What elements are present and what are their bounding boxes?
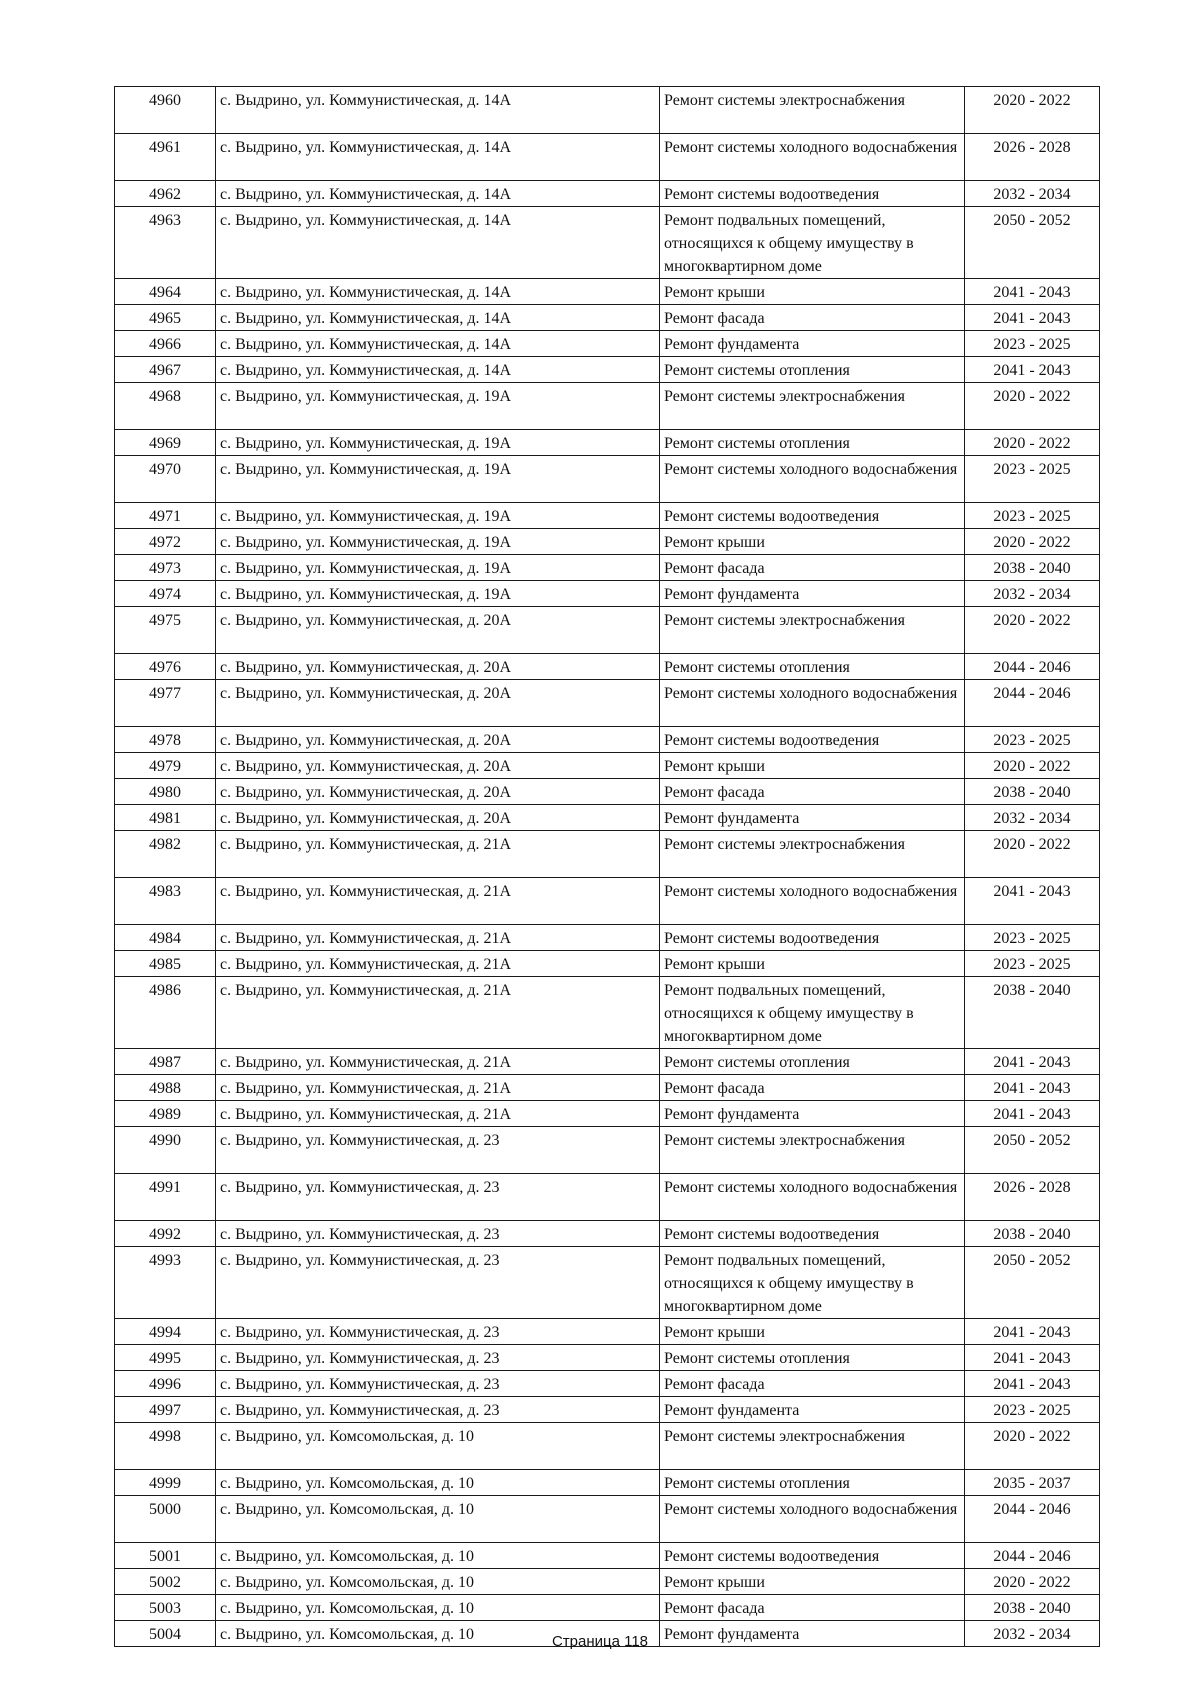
address-cell: с. Выдрино, ул. Коммунистическая, д. 19А [216, 430, 660, 456]
row-number-cell: 4993 [115, 1247, 216, 1319]
work-type-cell: Ремонт системы отопления [660, 357, 965, 383]
period-cell: 2041 - 2043 [965, 1101, 1100, 1127]
table-row [115, 1127, 1100, 1174]
address-cell: с. Выдрино, ул. Комсомольская, д. 10 [216, 1496, 660, 1543]
table-row [115, 529, 1100, 555]
period-cell: 2032 - 2034 [965, 805, 1100, 831]
repair-schedule-table [114, 86, 1100, 1647]
period-cell: 2050 - 2052 [965, 1127, 1100, 1174]
address-cell: с. Выдрино, ул. Коммунистическая, д. 14А [216, 134, 660, 181]
work-type-cell: Ремонт системы холодного водоснабжения [660, 1174, 965, 1221]
table-row [115, 383, 1100, 430]
period-cell: 2020 - 2022 [965, 87, 1100, 134]
address-cell: с. Выдрино, ул. Коммунистическая, д. 14А [216, 207, 660, 279]
work-type-cell: Ремонт системы отопления [660, 1470, 965, 1496]
row-number-cell: 4986 [115, 977, 216, 1049]
period-cell: 2020 - 2022 [965, 1423, 1100, 1470]
table-row [115, 357, 1100, 383]
table-row [115, 1049, 1100, 1075]
work-type-cell: Ремонт фасада [660, 305, 965, 331]
address-cell: с. Выдрино, ул. Коммунистическая, д. 20А [216, 680, 660, 727]
table-row [115, 581, 1100, 607]
row-number-cell: 4995 [115, 1345, 216, 1371]
address-cell: с. Выдрино, ул. Комсомольская, д. 10 [216, 1423, 660, 1470]
work-type-cell: Ремонт системы водоотведения [660, 727, 965, 753]
work-type-cell: Ремонт подвальных помещений, относящихся к общему имуществу в многоквартирном доме [660, 207, 965, 279]
table-row [115, 607, 1100, 654]
address-cell: с. Выдрино, ул. Коммунистическая, д. 21А [216, 1049, 660, 1075]
work-type-cell: Ремонт фасада [660, 779, 965, 805]
row-number-cell: 4965 [115, 305, 216, 331]
address-cell: с. Выдрино, ул. Коммунистическая, д. 21А [216, 1101, 660, 1127]
row-number-cell: 4973 [115, 555, 216, 581]
period-cell: 2038 - 2040 [965, 1221, 1100, 1247]
period-cell: 2050 - 2052 [965, 1247, 1100, 1319]
table-row [115, 1543, 1100, 1569]
row-number-cell: 4960 [115, 87, 216, 134]
address-cell: с. Выдрино, ул. Коммунистическая, д. 21А [216, 878, 660, 925]
address-cell: с. Выдрино, ул. Коммунистическая, д. 23 [216, 1397, 660, 1423]
work-type-cell: Ремонт системы отопления [660, 430, 965, 456]
row-number-cell: 4982 [115, 831, 216, 878]
row-number-cell: 5001 [115, 1543, 216, 1569]
address-cell: с. Выдрино, ул. Коммунистическая, д. 19А [216, 503, 660, 529]
work-type-cell: Ремонт фундамента [660, 1101, 965, 1127]
row-number-cell: 4999 [115, 1470, 216, 1496]
work-type-cell: Ремонт системы холодного водоснабжения [660, 134, 965, 181]
address-cell: с. Выдрино, ул. Коммунистическая, д. 19А [216, 529, 660, 555]
work-type-cell: Ремонт фундамента [660, 805, 965, 831]
table-row [115, 1101, 1100, 1127]
table-row [115, 181, 1100, 207]
address-cell: с. Выдрино, ул. Коммунистическая, д. 23 [216, 1221, 660, 1247]
table-row [115, 207, 1100, 279]
table-row [115, 134, 1100, 181]
table-row [115, 87, 1100, 134]
table-row [115, 779, 1100, 805]
work-type-cell: Ремонт фундамента [660, 581, 965, 607]
work-type-cell: Ремонт системы водоотведения [660, 925, 965, 951]
period-cell: 2041 - 2043 [965, 279, 1100, 305]
period-cell: 2026 - 2028 [965, 134, 1100, 181]
address-cell: с. Выдрино, ул. Коммунистическая, д. 23 [216, 1345, 660, 1371]
row-number-cell: 4967 [115, 357, 216, 383]
row-number-cell: 5000 [115, 1496, 216, 1543]
address-cell: с. Выдрино, ул. Коммунистическая, д. 14А [216, 279, 660, 305]
table-row [115, 1569, 1100, 1595]
work-type-cell: Ремонт системы холодного водоснабжения [660, 1496, 965, 1543]
period-cell: 2032 - 2034 [965, 1621, 1100, 1647]
address-cell: с. Выдрино, ул. Коммунистическая, д. 19А [216, 555, 660, 581]
period-cell: 2023 - 2025 [965, 951, 1100, 977]
work-type-cell: Ремонт подвальных помещений, относящихся к общему имуществу в многоквартирном доме [660, 1247, 965, 1319]
row-number-cell: 4990 [115, 1127, 216, 1174]
table-row [115, 1371, 1100, 1397]
period-cell: 2023 - 2025 [965, 456, 1100, 503]
period-cell: 2044 - 2046 [965, 1543, 1100, 1569]
period-cell: 2041 - 2043 [965, 1371, 1100, 1397]
row-number-cell: 4996 [115, 1371, 216, 1397]
work-type-cell: Ремонт крыши [660, 529, 965, 555]
period-cell: 2044 - 2046 [965, 1496, 1100, 1543]
work-type-cell: Ремонт системы электроснабжения [660, 607, 965, 654]
address-cell: с. Выдрино, ул. Коммунистическая, д. 19А [216, 383, 660, 430]
work-type-cell: Ремонт системы электроснабжения [660, 87, 965, 134]
period-cell: 2041 - 2043 [965, 1075, 1100, 1101]
table-row [115, 1595, 1100, 1621]
work-type-cell: Ремонт фундамента [660, 1621, 965, 1647]
period-cell: 2020 - 2022 [965, 831, 1100, 878]
table-row [115, 1397, 1100, 1423]
row-number-cell: 4975 [115, 607, 216, 654]
table-row [115, 503, 1100, 529]
period-cell: 2032 - 2034 [965, 581, 1100, 607]
period-cell: 2023 - 2025 [965, 727, 1100, 753]
address-cell: с. Выдрино, ул. Коммунистическая, д. 14А [216, 331, 660, 357]
work-type-cell: Ремонт фундамента [660, 331, 965, 357]
table-row [115, 680, 1100, 727]
table-row [115, 456, 1100, 503]
table-row [115, 555, 1100, 581]
period-cell: 2023 - 2025 [965, 925, 1100, 951]
address-cell: с. Выдрино, ул. Коммунистическая, д. 14А [216, 87, 660, 134]
work-type-cell: Ремонт системы электроснабжения [660, 831, 965, 878]
work-type-cell: Ремонт системы водоотведения [660, 181, 965, 207]
work-type-cell: Ремонт системы отопления [660, 1049, 965, 1075]
row-number-cell: 4978 [115, 727, 216, 753]
address-cell: с. Выдрино, ул. Коммунистическая, д. 19А [216, 581, 660, 607]
address-cell: с. Выдрино, ул. Коммунистическая, д. 21А [216, 1075, 660, 1101]
table-row [115, 977, 1100, 1049]
period-cell: 2038 - 2040 [965, 779, 1100, 805]
row-number-cell: 4968 [115, 383, 216, 430]
period-cell: 2020 - 2022 [965, 607, 1100, 654]
table-row [115, 878, 1100, 925]
table-row [115, 805, 1100, 831]
page-number: Страница 118 [551, 1633, 649, 1650]
table-row [115, 430, 1100, 456]
work-type-cell: Ремонт системы холодного водоснабжения [660, 456, 965, 503]
address-cell: с. Выдрино, ул. Коммунистическая, д. 21А [216, 925, 660, 951]
period-cell: 2041 - 2043 [965, 305, 1100, 331]
row-number-cell: 4980 [115, 779, 216, 805]
address-cell: с. Выдрино, ул. Коммунистическая, д. 20А [216, 805, 660, 831]
row-number-cell: 5004 [115, 1621, 216, 1647]
work-type-cell: Ремонт фундамента [660, 1397, 965, 1423]
period-cell: 2020 - 2022 [965, 383, 1100, 430]
row-number-cell: 4964 [115, 279, 216, 305]
table-row [115, 279, 1100, 305]
period-cell: 2041 - 2043 [965, 357, 1100, 383]
row-number-cell: 4962 [115, 181, 216, 207]
row-number-cell: 4984 [115, 925, 216, 951]
work-type-cell: Ремонт системы холодного водоснабжения [660, 680, 965, 727]
work-type-cell: Ремонт системы водоотведения [660, 503, 965, 529]
table-row [115, 831, 1100, 878]
row-number-cell: 4976 [115, 654, 216, 680]
period-cell: 2020 - 2022 [965, 529, 1100, 555]
row-number-cell: 4988 [115, 1075, 216, 1101]
period-cell: 2041 - 2043 [965, 1319, 1100, 1345]
work-type-cell: Ремонт системы электроснабжения [660, 1423, 965, 1470]
period-cell: 2041 - 2043 [965, 878, 1100, 925]
row-number-cell: 4987 [115, 1049, 216, 1075]
table-row [115, 331, 1100, 357]
period-cell: 2050 - 2052 [965, 207, 1100, 279]
table-row [115, 1470, 1100, 1496]
period-cell: 2044 - 2046 [965, 654, 1100, 680]
address-cell: с. Выдрино, ул. Коммунистическая, д. 14А [216, 181, 660, 207]
address-cell: с. Выдрино, ул. Коммунистическая, д. 23 [216, 1319, 660, 1345]
work-type-cell: Ремонт системы электроснабжения [660, 1127, 965, 1174]
table-row [115, 753, 1100, 779]
row-number-cell: 4971 [115, 503, 216, 529]
address-cell: с. Выдрино, ул. Комсомольская, д. 10 [216, 1470, 660, 1496]
row-number-cell: 4994 [115, 1319, 216, 1345]
period-cell: 2026 - 2028 [965, 1174, 1100, 1221]
row-number-cell: 4991 [115, 1174, 216, 1221]
row-number-cell: 4989 [115, 1101, 216, 1127]
table-body [115, 87, 1100, 1647]
work-type-cell: Ремонт системы отопления [660, 1345, 965, 1371]
work-type-cell: Ремонт системы электроснабжения [660, 383, 965, 430]
period-cell: 2020 - 2022 [965, 753, 1100, 779]
work-type-cell: Ремонт фасада [660, 1371, 965, 1397]
address-cell: с. Выдрино, ул. Коммунистическая, д. 20А [216, 779, 660, 805]
work-type-cell: Ремонт системы водоотведения [660, 1221, 965, 1247]
table-row [115, 1221, 1100, 1247]
row-number-cell: 4966 [115, 331, 216, 357]
period-cell: 2023 - 2025 [965, 1397, 1100, 1423]
work-type-cell: Ремонт фасада [660, 555, 965, 581]
row-number-cell: 4983 [115, 878, 216, 925]
address-cell: с. Выдрино, ул. Комсомольская, д. 10 [216, 1543, 660, 1569]
period-cell: 2020 - 2022 [965, 1569, 1100, 1595]
table-row [115, 951, 1100, 977]
row-number-cell: 4963 [115, 207, 216, 279]
work-type-cell: Ремонт крыши [660, 1569, 965, 1595]
table-row [115, 305, 1100, 331]
row-number-cell: 4969 [115, 430, 216, 456]
table-row [115, 1174, 1100, 1221]
address-cell: с. Выдрино, ул. Коммунистическая, д. 21А [216, 951, 660, 977]
table-row [115, 727, 1100, 753]
row-number-cell: 4979 [115, 753, 216, 779]
address-cell: с. Выдрино, ул. Коммунистическая, д. 14А [216, 357, 660, 383]
table-row [115, 1075, 1100, 1101]
row-number-cell: 4972 [115, 529, 216, 555]
address-cell: с. Выдрино, ул. Коммунистическая, д. 14А [216, 305, 660, 331]
row-number-cell: 4981 [115, 805, 216, 831]
period-cell: 2023 - 2025 [965, 331, 1100, 357]
period-cell: 2041 - 2043 [965, 1049, 1100, 1075]
address-cell: с. Выдрино, ул. Коммунистическая, д. 20А [216, 654, 660, 680]
period-cell: 2038 - 2040 [965, 977, 1100, 1049]
row-number-cell: 4977 [115, 680, 216, 727]
address-cell: с. Выдрино, ул. Коммунистическая, д. 23 [216, 1174, 660, 1221]
period-cell: 2032 - 2034 [965, 181, 1100, 207]
table-row [115, 1247, 1100, 1319]
row-number-cell: 5002 [115, 1569, 216, 1595]
address-cell: с. Выдрино, ул. Коммунистическая, д. 20А [216, 727, 660, 753]
address-cell: с. Выдрино, ул. Коммунистическая, д. 20А [216, 607, 660, 654]
row-number-cell: 4974 [115, 581, 216, 607]
address-cell: с. Выдрино, ул. Коммунистическая, д. 21А [216, 831, 660, 878]
address-cell: с. Выдрино, ул. Коммунистическая, д. 20А [216, 753, 660, 779]
work-type-cell: Ремонт подвальных помещений, относящихся к общему имуществу в многоквартирном доме [660, 977, 965, 1049]
table-row [115, 925, 1100, 951]
work-type-cell: Ремонт крыши [660, 753, 965, 779]
table-row [115, 1423, 1100, 1470]
work-type-cell: Ремонт системы водоотведения [660, 1543, 965, 1569]
table-row [115, 654, 1100, 680]
work-type-cell: Ремонт системы холодного водоснабжения [660, 878, 965, 925]
work-type-cell: Ремонт крыши [660, 1319, 965, 1345]
period-cell: 2035 - 2037 [965, 1470, 1100, 1496]
table-row [115, 1345, 1100, 1371]
address-cell: с. Выдрино, ул. Комсомольская, д. 10 [216, 1595, 660, 1621]
row-number-cell: 4961 [115, 134, 216, 181]
work-type-cell: Ремонт фасада [660, 1595, 965, 1621]
address-cell: с. Выдрино, ул. Комсомольская, д. 10 [216, 1621, 660, 1647]
period-cell: 2041 - 2043 [965, 1345, 1100, 1371]
address-cell: с. Выдрино, ул. Коммунистическая, д. 23 [216, 1127, 660, 1174]
table-row [115, 1319, 1100, 1345]
address-cell: с. Выдрино, ул. Комсомольская, д. 10 [216, 1569, 660, 1595]
period-cell: 2044 - 2046 [965, 680, 1100, 727]
period-cell: 2020 - 2022 [965, 430, 1100, 456]
address-cell: с. Выдрино, ул. Коммунистическая, д. 23 [216, 1247, 660, 1319]
row-number-cell: 4998 [115, 1423, 216, 1470]
period-cell: 2038 - 2040 [965, 555, 1100, 581]
address-cell: с. Выдрино, ул. Коммунистическая, д. 19А [216, 456, 660, 503]
period-cell: 2023 - 2025 [965, 503, 1100, 529]
row-number-cell: 4985 [115, 951, 216, 977]
work-type-cell: Ремонт системы отопления [660, 654, 965, 680]
work-type-cell: Ремонт крыши [660, 279, 965, 305]
row-number-cell: 4970 [115, 456, 216, 503]
row-number-cell: 4997 [115, 1397, 216, 1423]
period-cell: 2038 - 2040 [965, 1595, 1100, 1621]
row-number-cell: 4992 [115, 1221, 216, 1247]
row-number-cell: 5003 [115, 1595, 216, 1621]
table-row [115, 1496, 1100, 1543]
work-type-cell: Ремонт крыши [660, 951, 965, 977]
address-cell: с. Выдрино, ул. Коммунистическая, д. 21А [216, 977, 660, 1049]
address-cell: с. Выдрино, ул. Коммунистическая, д. 23 [216, 1371, 660, 1397]
work-type-cell: Ремонт фасада [660, 1075, 965, 1101]
